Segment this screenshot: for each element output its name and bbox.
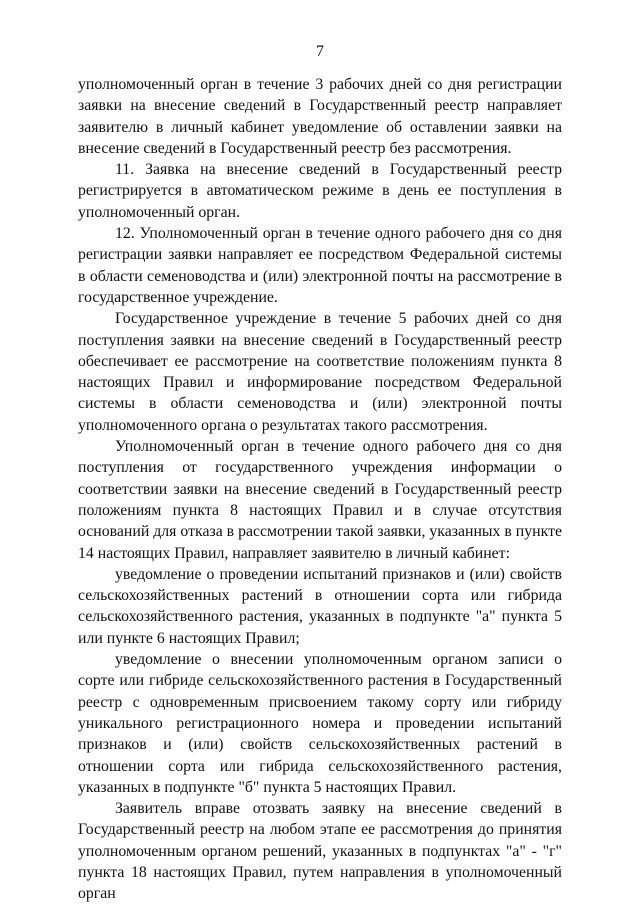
paragraph-continuation: уполномоченный орган в течение 3 рабочих дней со дня регистрации заявки на внесение сведений в Государственный реестр направляет заявителю в личный кабинет уведомление об оставлении заявки на внесение сведений в Государственный реестр без рассмотрения.	[78, 76, 562, 157]
paragraph-applicant-withdrawal: Заявитель вправе отозвать заявку на внесение сведений в Государственный реестр на любом этапе ее рассмотрения до принятия уполномоченным органом решений, указанных в подпунктах "а" - "г" пункта 18 настоящих Правил, путем направления в уполномоченный орган	[78, 800, 562, 903]
paragraph-12: 12. Уполномоченный орган в течение одного рабочего дня со дня регистрации заявки направляет ее посредством Федеральной системы в области семеноводства и (или) электронной почты на рассмотрение в государственное учреждение.	[78, 225, 562, 306]
paragraph-state-institution: Государственное учреждение в течение 5 рабочих дней со дня поступления заявки на внесение сведений в Государственный реестр обеспечивает ее рассмотрение на соответствие положениям пункта 8 настоящих Правил и информирование посредством Федеральной системы в области семеноводства и (или) электронной почты уполномоченного органа о результатах такого рассмотрения.	[78, 310, 562, 434]
paragraph-11: 11. Заявка на внесение сведений в Государственный реестр регистрируется в автоматическом режиме в день ее поступления в уполномоченный орган.	[78, 161, 562, 221]
paragraph-notice-registry-entry: уведомление о внесении уполномоченным органом записи о сорте или гибриде сельскохозяйственного растения в Государственный реестр с одновременным присвоением такому сорту или гибриду уникального регистрационного номера и проведении испытаний признаков и (или) свойств сельскохозяйственных растений в отношении сорта или гибрида сельскохозяйственного растения, указанных в подпункте "б" пункта 5 настоящих Правил.	[78, 651, 562, 796]
paragraph-authorized-body: Уполномоченный орган в течение одного рабочего дня со дня поступления от государственного учреждения информации о соответствии заявки на внесение сведений в Государственный реестр положениям пункта 8 настоящих Правил и в случае отсутствия оснований для отказа в рассмотрении такой заявки, указанных в пункте 14 настоящих Правил, направляет заявителю в личный кабинет:	[78, 438, 562, 562]
document-body	[78, 74, 562, 905]
page-number: 7	[316, 43, 324, 60]
paragraph-notice-testing: уведомление о проведении испытаний признаков и (или) свойств сельскохозяйственных растений в отношении сорта или гибрида сельскохозяйственного растения, указанных в подпункте "а" пункта 5 или пункте 6 настоящих Правил;	[78, 565, 562, 647]
